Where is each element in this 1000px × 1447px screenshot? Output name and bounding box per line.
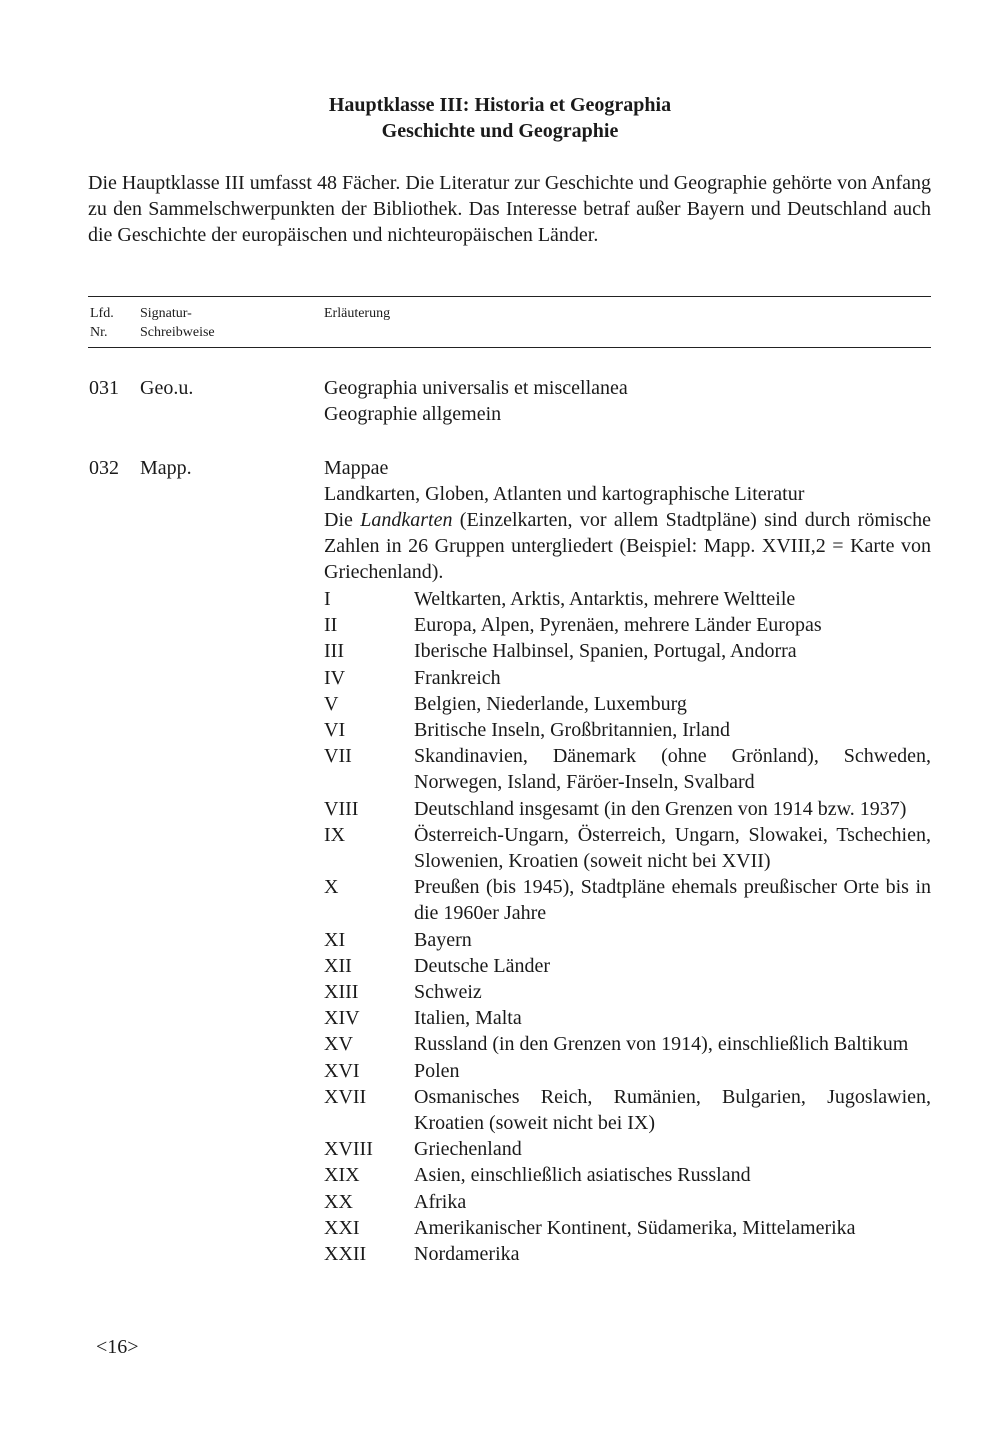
group-description: Amerikanischer Kontinent, Südamerika, Mittelamerika [414,1216,856,1239]
map-group-row [324,612,931,638]
header-lfd: Lfd. [90,306,114,321]
page-title [0,92,1000,144]
group-description: Skandinavien, Dänemark (ohne Grönland), Schweden, Norwegen, Island, Färöer-Inseln, Svalbard [414,745,931,794]
page-number: <16> [96,1336,139,1358]
group-description: Schweiz [414,981,482,1004]
group-roman-numeral: XXI [324,1216,360,1239]
title-line-2: Geschichte und Geographie [381,120,619,142]
header-signatur-line1: Signatur- [140,306,192,321]
group-roman-numeral: XVII [324,1085,367,1108]
map-group-row [324,953,931,979]
note-rest: (Einzelkarten, vor allem Stadtpläne) sind durch römische Zahlen in 26 Gruppen untergliedert (Beispiel: Mapp. XVIII,2 = Karte von Griechenland). [324,509,931,583]
group-roman-numeral: VIII [324,797,359,820]
entry-number: 032 [89,457,119,479]
table-top-rule [88,296,931,297]
group-description: Nordamerika [414,1243,520,1266]
map-group-row [324,1058,931,1084]
map-group-row [324,691,931,717]
header-signatur [140,304,215,342]
entry-number: 031 [89,377,119,399]
group-roman-numeral: XIX [324,1164,360,1187]
map-group-row [324,979,931,1005]
group-description: Osmanisches Reich, Rumänien, Bulgarien, Jugoslawien, Kroatien (soweit nicht bei IX) [414,1085,931,1135]
group-roman-numeral: XI [324,928,346,951]
map-group-row [324,796,931,822]
group-description: Griechenland [414,1138,522,1161]
entry-german-title: Landkarten, Globen, Atlanten und kartographische Literatur [324,483,805,505]
map-group-row [324,1031,931,1057]
map-group-row [324,665,931,691]
map-group-row [324,1084,931,1136]
map-group-row [324,1189,931,1215]
map-group-row [324,1136,931,1162]
note-italic-term: Landkarten [360,509,453,531]
header-erlaeuterung: Erläuterung [324,306,391,321]
map-group-row [324,927,931,953]
group-description: Europa, Alpen, Pyrenäen, mehrere Länder Europas [414,614,822,637]
group-description: Bayern [414,928,472,951]
group-roman-numeral: IX [324,823,346,846]
group-description: Russland (in den Grenzen von 1914), einschließlich Baltikum [414,1033,909,1056]
map-group-row [324,1215,931,1241]
entry-description [324,455,931,585]
map-group-row [324,1162,931,1188]
entry-note [324,507,931,585]
intro-paragraph: Die Hauptklasse III umfasst 48 Fächer. Die Literatur zur Geschichte und Geographie gehörte von Anfang zu den Sammelschwerpunkten der Bibliothek. Das Interesse betraf außer Bayern und Deutschland auch die Geschichte der europäischen und nichteuropäischen Länder. [88,172,931,246]
group-roman-numeral: XVI [324,1059,360,1082]
group-description: Weltkarten, Arktis, Antarktis, mehrere Weltteile [414,588,796,610]
group-roman-numeral: I [324,588,331,610]
group-roman-numeral: XIII [324,981,359,1004]
group-description: Deutschland insgesamt (in den Grenzen von 1914 bzw. 1937) [414,797,907,820]
group-description: Iberische Halbinsel, Spanien, Portugal, Andorra [414,640,797,663]
group-description: Britische Inseln, Großbritannien, Irland [414,719,731,742]
map-group-row [324,717,931,743]
header-lfd-nr [90,304,114,342]
map-group-row [324,638,931,664]
group-roman-numeral: XXII [324,1243,367,1266]
group-roman-numeral: XII [324,954,352,977]
group-roman-numeral: VII [324,745,352,768]
group-description: Österreich-Ungarn, Österreich, Ungarn, Slowakei, Tschechien, Slowenien, Kroatien (soweit nicht bei XVII) [414,823,931,873]
group-description: Asien, einschließlich asiatisches Russland [414,1164,751,1187]
group-description: Belgien, Niederlande, Luxemburg [414,692,687,715]
group-roman-numeral: IV [324,666,346,689]
group-roman-numeral: II [324,614,338,637]
group-roman-numeral: XX [324,1190,353,1213]
title-line-1: Hauptklasse III: Historia et Geographia [328,94,672,116]
group-roman-numeral: V [324,692,339,715]
map-group-row [324,1241,931,1267]
group-roman-numeral: X [324,876,339,899]
entry-description [324,375,931,427]
group-roman-numeral: III [324,640,344,663]
entry-german-title: Geographie allgemein [324,403,502,425]
group-roman-numeral: VI [324,719,346,742]
map-group-row [324,743,931,795]
map-group-row [324,586,931,612]
table-header-rule [88,347,931,348]
map-group-list [324,586,931,1267]
entry-signature: Mapp. [140,457,192,479]
group-description: Polen [414,1059,460,1082]
group-roman-numeral: XV [324,1033,353,1056]
map-group-row [324,874,931,926]
entry-latin-title: Geographia universalis et miscellanea [324,377,628,399]
map-group-row [324,1005,931,1031]
entry-latin-title: Mappae [324,457,389,479]
group-description: Italien, Malta [414,1007,522,1030]
group-description: Preußen (bis 1945), Stadtpläne ehemals preußischer Orte bis in die 1960er Jahre [414,876,931,925]
group-description: Deutsche Länder [414,954,551,977]
map-group-row [324,822,931,874]
entry-signature: Geo.u. [140,377,194,399]
header-nr: Nr. [90,325,108,340]
group-description: Frankreich [414,666,501,689]
group-roman-numeral: XVIII [324,1138,373,1161]
group-description: Afrika [414,1190,467,1213]
note-prefix: Die [324,509,361,531]
group-roman-numeral: XIV [324,1007,360,1030]
header-signatur-line2: Schreibweise [140,325,215,340]
